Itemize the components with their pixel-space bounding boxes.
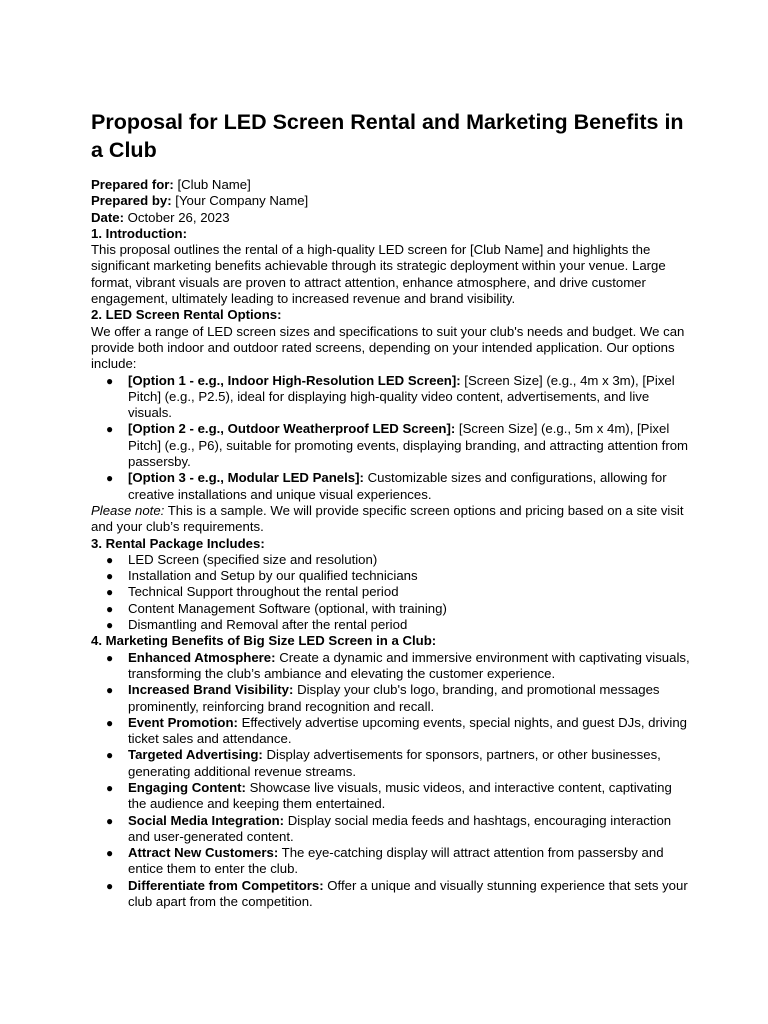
package-item-text: Technical Support throughout the rental period — [128, 584, 399, 600]
bullet-icon: ● — [106, 846, 114, 861]
benefit-label: Differentiate from Competitors: — [128, 877, 324, 893]
benefit-label: Attract New Customers: — [128, 845, 279, 861]
package-item-text: LED Screen (specified size and resolution) — [128, 551, 378, 567]
document-page — [91, 108, 691, 910]
note-text: This is a sample. We will provide specific screen options and pricing based on a site visit and your club’s requirements. — [91, 502, 684, 535]
list-item — [106, 617, 691, 633]
benefit-label: Targeted Advertising: — [128, 747, 263, 763]
section-heading-introduction: 1. Introduction: — [91, 225, 187, 241]
rental-package-list — [91, 552, 691, 633]
list-item — [106, 877, 691, 911]
benefit-label: Enhanced Atmosphere: — [128, 649, 276, 665]
section-heading-rental-package: 3. Rental Package Includes: — [91, 535, 265, 551]
prepared-for-label: Prepared for: — [91, 177, 174, 192]
list-item — [106, 747, 691, 780]
list-item — [106, 421, 691, 470]
list-item — [106, 649, 691, 683]
prepared-by-value: [Your Company Name] — [171, 193, 309, 209]
list-item — [106, 600, 691, 617]
section-heading-marketing-benefits: 4. Marketing Benefits of Big Size LED Screen in a Club: — [91, 633, 437, 649]
option-text: [Screen Size] (e.g., 5m x 4m), [Pixel Pitch] (e.g., P6), suitable for promoting events, displaying branding, and attracting attention from passersby. — [128, 421, 689, 470]
benefit-text: The eye-catching display will attract attention from passersby and entice them to enter the club. — [128, 845, 664, 877]
date-value: October 26, 2023 — [123, 209, 230, 225]
bullet-icon: ● — [106, 552, 114, 567]
list-item — [106, 372, 691, 422]
benefit-text: Offer a unique and visually stunning experience that sets your club apart from the competition. — [128, 877, 688, 910]
rental-options-list — [91, 373, 691, 503]
package-item-text: Installation and Setup by our qualified technicians — [128, 568, 418, 584]
bullet-icon: ● — [106, 422, 114, 437]
list-item — [106, 845, 691, 878]
list-item — [106, 584, 691, 600]
section-heading-rental-options: 2. LED Screen Rental Options: — [91, 307, 282, 323]
benefit-text: Display social media feeds and hashtags, encouraging interaction and user-generated content. — [128, 812, 672, 844]
bullet-icon: ● — [106, 373, 114, 388]
option-text: Customizable sizes and configurations, allowing for creative installations and unique visual experiences. — [128, 470, 667, 502]
benefit-text: Create a dynamic and immersive environment with captivating visuals, transforming the club’s ambiance and elevating the customer experience. — [128, 649, 690, 681]
introduction-body: This proposal outlines the rental of a high-quality LED screen for [Club Name] and highlights the significant marketing benefits achievable through its strategic deployment within your venue. Large format, vibrant visuals are proven to attract attention, enhance atmosphere, and drive customer engagement, ultimately leading to increased revenue and brand visibility. — [91, 242, 666, 307]
option-text: [Screen Size] (e.g., 4m x 3m), [Pixel Pitch] (e.g., P2.5), ideal for displaying high-quality video content, advertisements, and live visuals. — [128, 372, 675, 421]
list-item — [106, 551, 691, 568]
benefit-label: Engaging Content: — [128, 779, 246, 795]
marketing-benefits-list — [91, 650, 691, 911]
date-label: Date: — [91, 209, 124, 225]
prepared-by-label: Prepared by: — [91, 193, 172, 209]
option-label: [Option 1 - e.g., Indoor High-Resolution LED Screen]: — [128, 372, 461, 388]
bullet-icon: ● — [106, 878, 114, 893]
bullet-icon: ● — [106, 569, 114, 584]
benefit-text: Display your club's logo, branding, and promotional messages prominently, reinforcing brand recognition and recall. — [128, 682, 660, 714]
bullet-icon: ● — [106, 618, 114, 633]
package-item-text: Content Management Software (optional, with training) — [128, 600, 447, 616]
benefit-text: Showcase live visuals, music videos, and interactive content, captivating the audience and keeping them entertained. — [128, 779, 672, 812]
option-label: [Option 3 - e.g., Modular LED Panels]: — [128, 470, 364, 486]
document-title: Proposal for LED Screen Rental and Marketing Benefits in a Club — [91, 110, 684, 162]
benefit-label: Increased Brand Visibility: — [128, 682, 294, 698]
list-item — [106, 812, 691, 846]
list-item — [106, 682, 691, 715]
bullet-icon: ● — [106, 780, 114, 795]
bullet-icon: ● — [106, 715, 114, 730]
bullet-icon: ● — [106, 471, 114, 486]
sample-note — [91, 503, 691, 536]
benefit-label: Social Media Integration: — [128, 812, 285, 828]
rental-options-body: We offer a range of LED screen sizes and specifications to suit your club's needs and budget. We can provide both indoor and outdoor rated screens, depending on your intended application. Our options include: — [91, 323, 685, 372]
benefit-text: Display advertisements for sponsors, partners, or other businesses, generating additional revenue streams. — [128, 747, 661, 779]
prepared-by-line — [91, 193, 691, 209]
bullet-icon: ● — [106, 585, 114, 600]
date-line — [91, 210, 691, 226]
benefit-label: Event Promotion: — [128, 714, 238, 730]
bullet-icon: ● — [106, 601, 114, 616]
list-item — [106, 779, 691, 813]
list-item — [106, 568, 691, 584]
bullet-icon: ● — [106, 748, 114, 763]
list-item — [106, 470, 691, 503]
bullet-icon: ● — [106, 813, 114, 828]
package-item-text: Dismantling and Removal after the rental period — [128, 617, 408, 633]
bullet-icon: ● — [106, 683, 114, 698]
prepared-for-value: [Club Name] — [173, 177, 251, 192]
option-label: [Option 2 - e.g., Outdoor Weatherproof LED Screen]: — [128, 421, 456, 437]
benefit-text: Effectively advertise upcoming events, special nights, and guest DJs, driving ticket sales and attendance. — [128, 714, 688, 747]
note-label: Please note: — [91, 502, 165, 518]
prepared-for-line — [91, 177, 691, 193]
list-item — [106, 714, 691, 748]
bullet-icon: ● — [106, 650, 114, 665]
